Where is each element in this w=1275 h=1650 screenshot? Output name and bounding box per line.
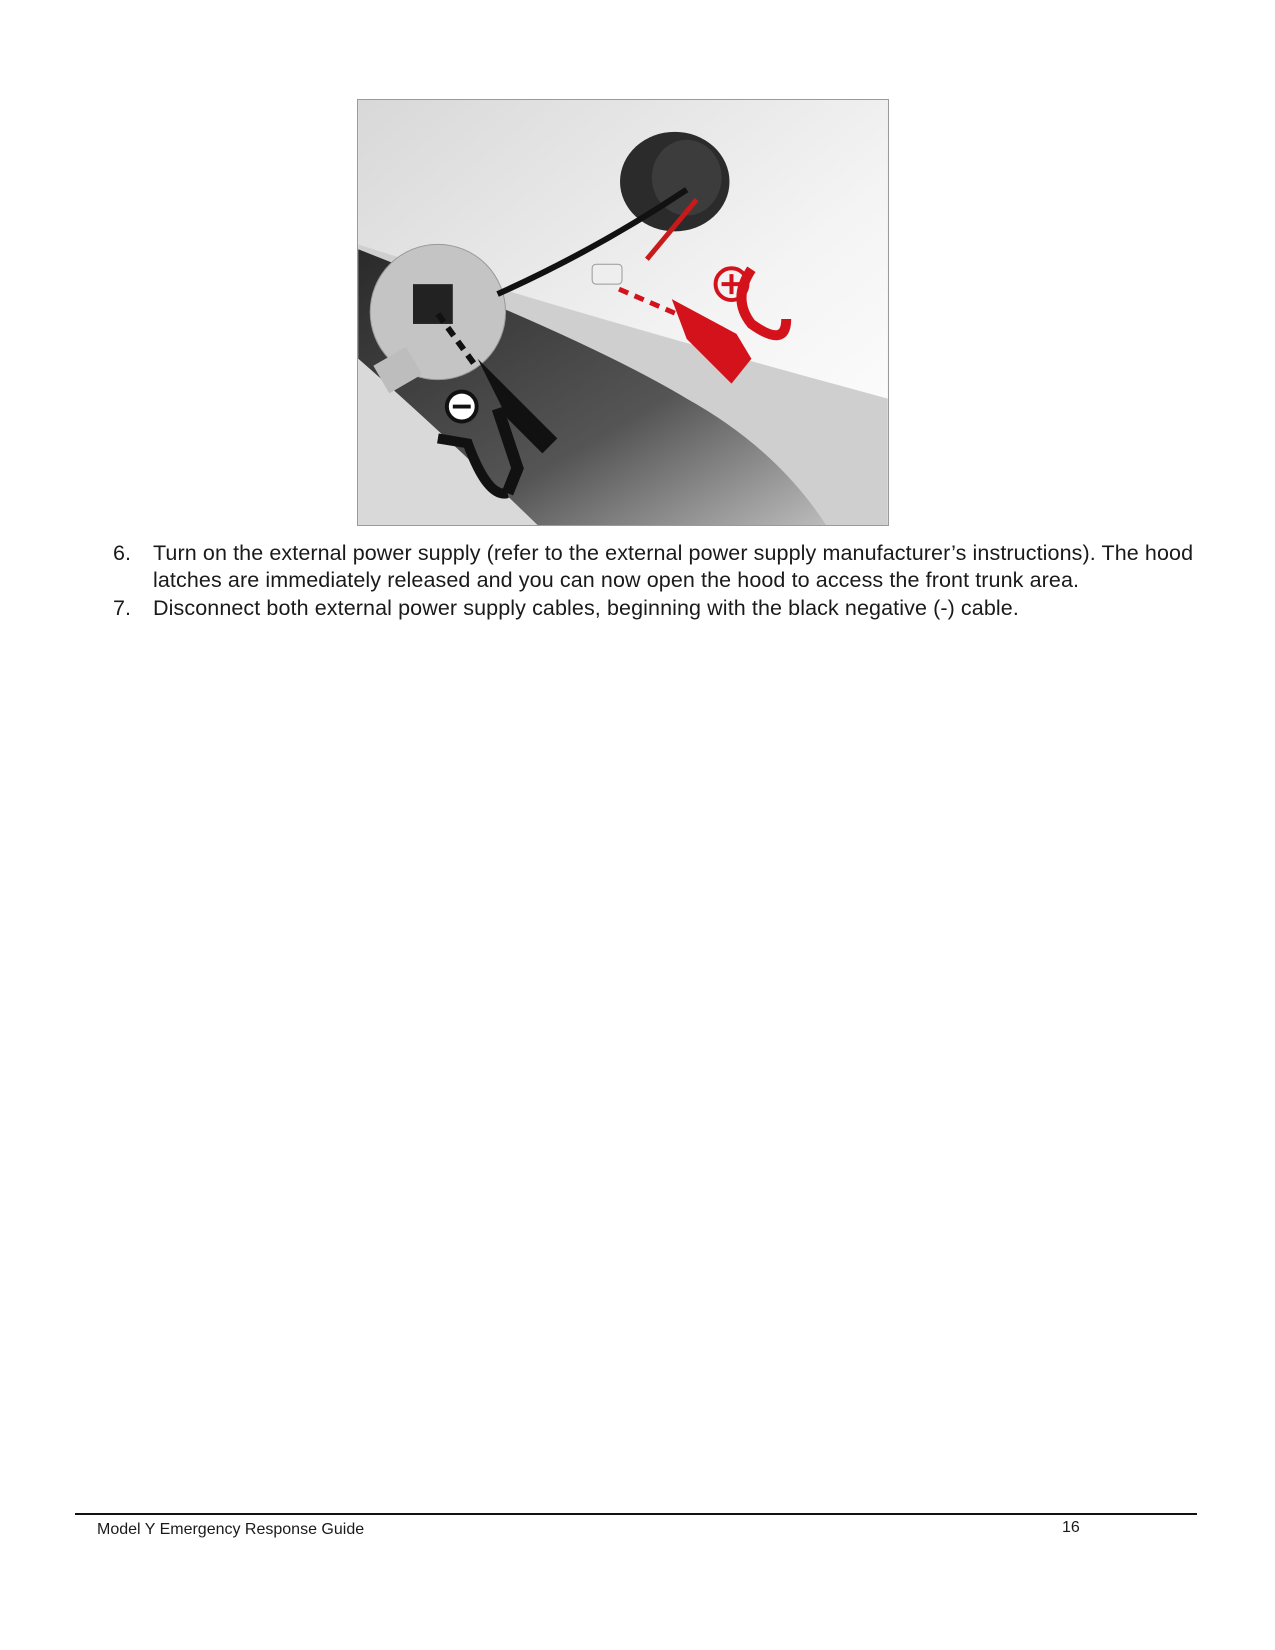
step-text: Turn on the external power supply (refer to the external power supply manufacturer’s instructions). The hood latches are immediately released and you can now open the hood to access the front trunk area. [153,541,1194,593]
terminal-connection-icon [358,100,888,525]
instruction-list [113,540,1203,622]
step-text: Disconnect both external power supply cables, beginning with the black negative (-) cable. [153,595,1019,620]
page-number: 16 [1062,1519,1080,1536]
step-number: 7. [113,595,132,620]
jump-start-illustration [357,99,889,526]
footer-divider [75,1513,1197,1515]
list-item [113,540,1203,595]
step-number: 6. [113,541,132,565]
footer-title: Model Y Emergency Response Guide [97,1521,365,1538]
list-item [113,595,1203,622]
